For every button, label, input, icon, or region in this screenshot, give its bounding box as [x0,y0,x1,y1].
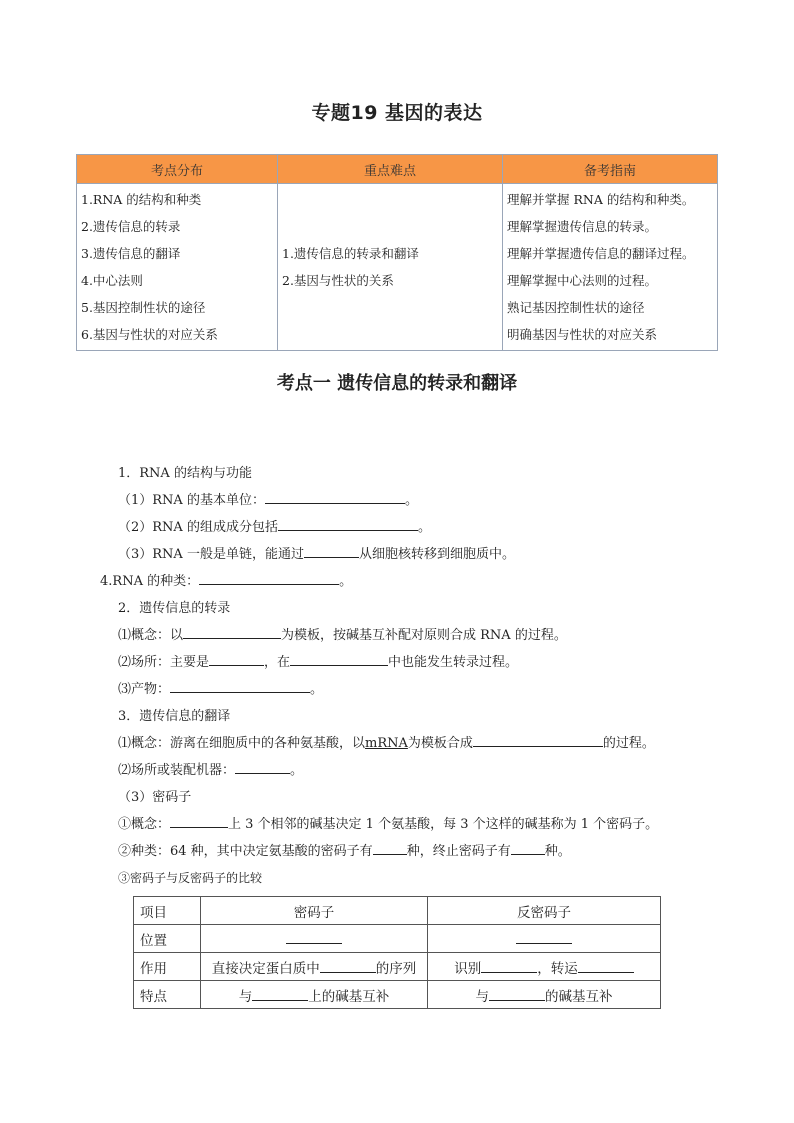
header-exam-points: 考点分布 [77,155,278,184]
question-line: ⑵场所：主要是 ，在 中也能发生转录过程。 [118,649,718,676]
answer-blank[interactable] [511,840,545,855]
list-item: 理解掌握中心法则的过程。 [507,273,658,288]
table-cell: 直接决定蛋白质中 的序列 [201,953,428,981]
study-guide-cell [503,184,718,351]
list-item: 3.遗传信息的翻译 [81,246,181,261]
header-study-guide: 备考指南 [503,155,718,184]
answer-blank[interactable] [578,958,634,973]
question-line: ⑴概念：以 为模板，按碱基互补配对原则合成 RNA 的过程。 [118,622,718,649]
exam-points-cell [77,184,278,351]
list-item: 1.RNA 的结构和种类 [81,192,202,207]
list-item: 2.基因与性状的关系 [282,273,394,288]
heading-comparison: ③密码子与反密码子的比较 [118,871,263,885]
list-item: 理解掌握遗传信息的转录。 [507,219,658,234]
question-line: ⑴概念：游离在细胞质中的各种氨基酸，以mRNA为模板合成 的过程。 [118,730,718,757]
question-line: ⑶产物： 。 [118,676,718,703]
table-row [134,981,661,1009]
question-line: （1）RNA 的基本单位： 。 [118,487,718,514]
table-cell [201,925,428,953]
question-line: ①概念： 上 3 个相邻的碱基决定 1 个氨基酸，每 3 个这样的碱基称为 1 个密码子。 [118,811,718,838]
question-line: ②种类：64 种，其中决定氨基酸的密码子有 种，终止密码子有 种。 [118,838,718,865]
table-cell: 与 的碱基互补 [428,981,661,1009]
table-cell: 作用 [134,953,201,981]
list-item: 熟记基因控制性状的途径 [507,300,645,315]
answer-blank[interactable] [516,929,572,944]
key-difficulties-cell [278,184,503,351]
list-item: 4.中心法则 [81,273,143,288]
page-title: 专题19 基因的表达 [311,102,483,124]
question-line: 4.RNA 的种类： 。 [100,568,718,595]
answer-blank[interactable] [489,986,545,1001]
question-line: （2）RNA 的组成成分包括 。 [118,514,718,541]
table-cell: 项目 [134,897,201,925]
list-item: 理解并掌握 RNA 的结构和种类。 [507,192,695,207]
answer-blank[interactable] [209,651,264,666]
heading-codon: （3）密码子 [118,790,192,805]
list-item: 理解并掌握遗传信息的翻译过程。 [507,246,695,261]
header-key-difficulties: 重点难点 [278,155,503,184]
answer-blank[interactable] [304,543,359,558]
table-cell: 与 上的碱基互补 [201,981,428,1009]
answer-blank[interactable] [286,929,342,944]
table-row [134,953,661,981]
table-cell: 位置 [134,925,201,953]
answer-blank[interactable] [290,651,388,666]
heading-transcription: 2．遗传信息的转录 [118,601,231,616]
answer-blank[interactable] [278,516,418,531]
list-item: 6.基因与性状的对应关系 [81,327,218,342]
heading-translation: 3．遗传信息的翻译 [118,709,231,724]
table-cell: 特点 [134,981,201,1009]
heading-rna: 1．RNA 的结构与功能 [118,466,252,481]
list-item: 明确基因与性状的对应关系 [507,327,658,342]
answer-blank[interactable] [473,732,603,747]
answer-blank[interactable] [481,958,537,973]
table-cell: 识别 ，转运 [428,953,661,981]
overview-table [76,154,718,351]
table-row [134,925,661,953]
table-cell: 密码子 [201,897,428,925]
answer-blank[interactable] [170,678,310,693]
answer-blank[interactable] [252,986,308,1001]
question-line: （3）RNA 一般是单链，能通过 从细胞核转移到细胞质中。 [118,541,718,568]
codon-comparison-table [133,896,661,1009]
list-item: 2.遗传信息的转录 [81,219,181,234]
list-item: 1.遗传信息的转录和翻译 [282,246,419,261]
answer-blank[interactable] [235,759,290,774]
section-title: 考点一 遗传信息的转录和翻译 [276,373,518,394]
answer-blank[interactable] [320,958,376,973]
table-row [134,897,661,925]
answer-blank[interactable] [183,624,281,639]
worksheet-content [100,460,718,892]
table-cell [428,925,661,953]
answer-blank[interactable] [265,489,405,504]
question-line: ⑵场所或装配机器： 。 [118,757,718,784]
answer-blank[interactable] [170,813,228,828]
list-item: 5.基因控制性状的途径 [81,300,206,315]
table-cell: 反密码子 [428,897,661,925]
answer-blank[interactable] [199,570,339,585]
answer-blank[interactable] [373,840,407,855]
